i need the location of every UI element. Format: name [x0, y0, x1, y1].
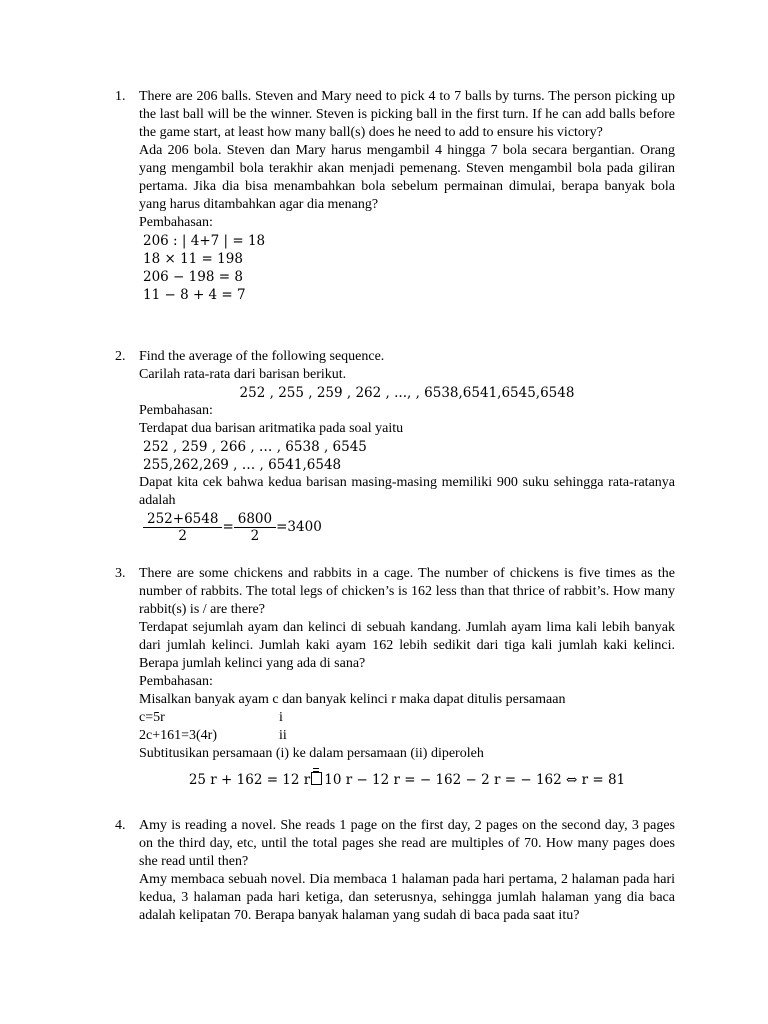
- equation-tag: ii: [279, 728, 287, 743]
- fraction-denominator: 2: [250, 527, 260, 544]
- question-english: There are 206 balls. Steven and Mary need to pick 4 to 7 balls by turns. The person picking up the last ball will be the winner. Steven is picking ball in the first turn. If he can add balls before the game start, at least how many ball(s) does he need to add to ensure his victory?: [139, 89, 675, 140]
- question-indonesian: Terdapat sejumlah ayam dan kelinci di sebuah kandang. Jumlah ayam lima kali lebih banyak dari jumlah kelinci. Jumlah kaki ayam 162 lebih sedikit dari tiga kali jumlah kaki kelinci. Berapa jumlah kelinci yang ada di sana?: [139, 620, 675, 671]
- solution-step: 206 : | 4+7 | = 18: [143, 233, 266, 249]
- equation-part: 25 r + 162 = 12 r: [188, 772, 311, 788]
- question-indonesian: Carilah rata-rata dari barisan berikut.: [139, 367, 347, 382]
- problem-number: 4.: [115, 818, 126, 833]
- problem-number: 1.: [115, 89, 126, 104]
- solution-step: 18 × 11 = 198: [143, 251, 243, 267]
- solution-step: 206 − 198 = 8: [143, 269, 243, 285]
- equation-result: =3400: [276, 519, 322, 535]
- question-english: Find the average of the following sequence.: [139, 349, 385, 364]
- question-indonesian: Ada 206 bola. Steven dan Mary harus mengambil 4 hingga 7 bola secara bergantian. Orang yang mengambil bola terakhir akan menjadi pemenang. Steven mengambil bola pada giliran pertama. Jika dia bisa menambahkan bola sebelum permainan dimulai, berapa banyak bola yang harus ditambahkan agar dia menang?: [139, 143, 675, 212]
- average-equation: [139, 510, 675, 544]
- question-english: Amy is reading a novel. She reads 1 page on the first day, 2 pages on the second day, 3 pages on the third day, etc, until the total pages she read are multiples of 70. How many pages does she read until then?: [139, 818, 675, 869]
- fraction: [143, 511, 222, 544]
- sequence-two: 255,262,269 , … , 6541,6548: [143, 457, 342, 473]
- equals-sign: =: [222, 519, 234, 535]
- equation: c=5r: [139, 710, 165, 725]
- question-indonesian: Amy membaca sebuah novel. Dia membaca 1 halaman pada hari pertama, 2 halaman pada hari kedua, 3 halaman pada hari ketiga, dan seterusnya, sehingga jumlah halaman yang dia baca adalah kelipatan 70. Berapa banyak halaman yang sudah di baca pada saat itu?: [139, 872, 675, 923]
- final-equation: [139, 771, 675, 789]
- solution-step: 11 − 8 + 4 = 7: [143, 287, 246, 303]
- fraction: [234, 511, 276, 544]
- solution-text: Misalkan banyak ayam c dan banyak kelinci r maka dapat ditulis persamaan: [139, 692, 566, 707]
- solution-text: Dapat kita cek bahwa kedua barisan masing-masing memiliki 900 suku sehingga rata-ratanya adalah: [139, 475, 675, 508]
- problem-number: 2.: [115, 349, 126, 364]
- solution-label: Pembahasan:: [139, 215, 213, 230]
- sequence: 252 , 255 , 259 , 262 , ..., , 6538,6541,6545,6548: [239, 385, 575, 401]
- equation-part: 10 r − 12 r = − 162 − 2 r = − 162 ⇔ r = 81: [324, 772, 626, 788]
- solution-text: Subtitusikan persamaan (i) ke dalam persamaan (ii) diperoleh: [139, 746, 484, 761]
- question-english: There are some chickens and rabbits in a cage. The number of chickens is five times as the number of rabbits. The total legs of chicken’s is 162 less than that thrice of rabbit’s. How many rabbit(s) is / are there?: [139, 566, 675, 617]
- equation-row: [139, 727, 675, 745]
- equation-row: [139, 709, 675, 727]
- fraction-numerator: 6800: [234, 511, 276, 528]
- sequence-one: 252 , 259 , 266 , … , 6538 , 6545: [143, 439, 367, 455]
- equation: 2c+161=3(4r): [139, 728, 217, 743]
- solution-label: Pembahasan:: [139, 403, 213, 418]
- problem-number: 3.: [115, 566, 126, 581]
- equation-tag: i: [279, 710, 283, 725]
- solution-label: Pembahasan:: [139, 674, 213, 689]
- fraction-numerator: 252+6548: [143, 511, 222, 528]
- fraction-denominator: 2: [178, 527, 188, 544]
- placeholder-box-icon: [311, 772, 322, 785]
- solution-text: Terdapat dua barisan aritmatika pada soal yaitu: [139, 421, 404, 436]
